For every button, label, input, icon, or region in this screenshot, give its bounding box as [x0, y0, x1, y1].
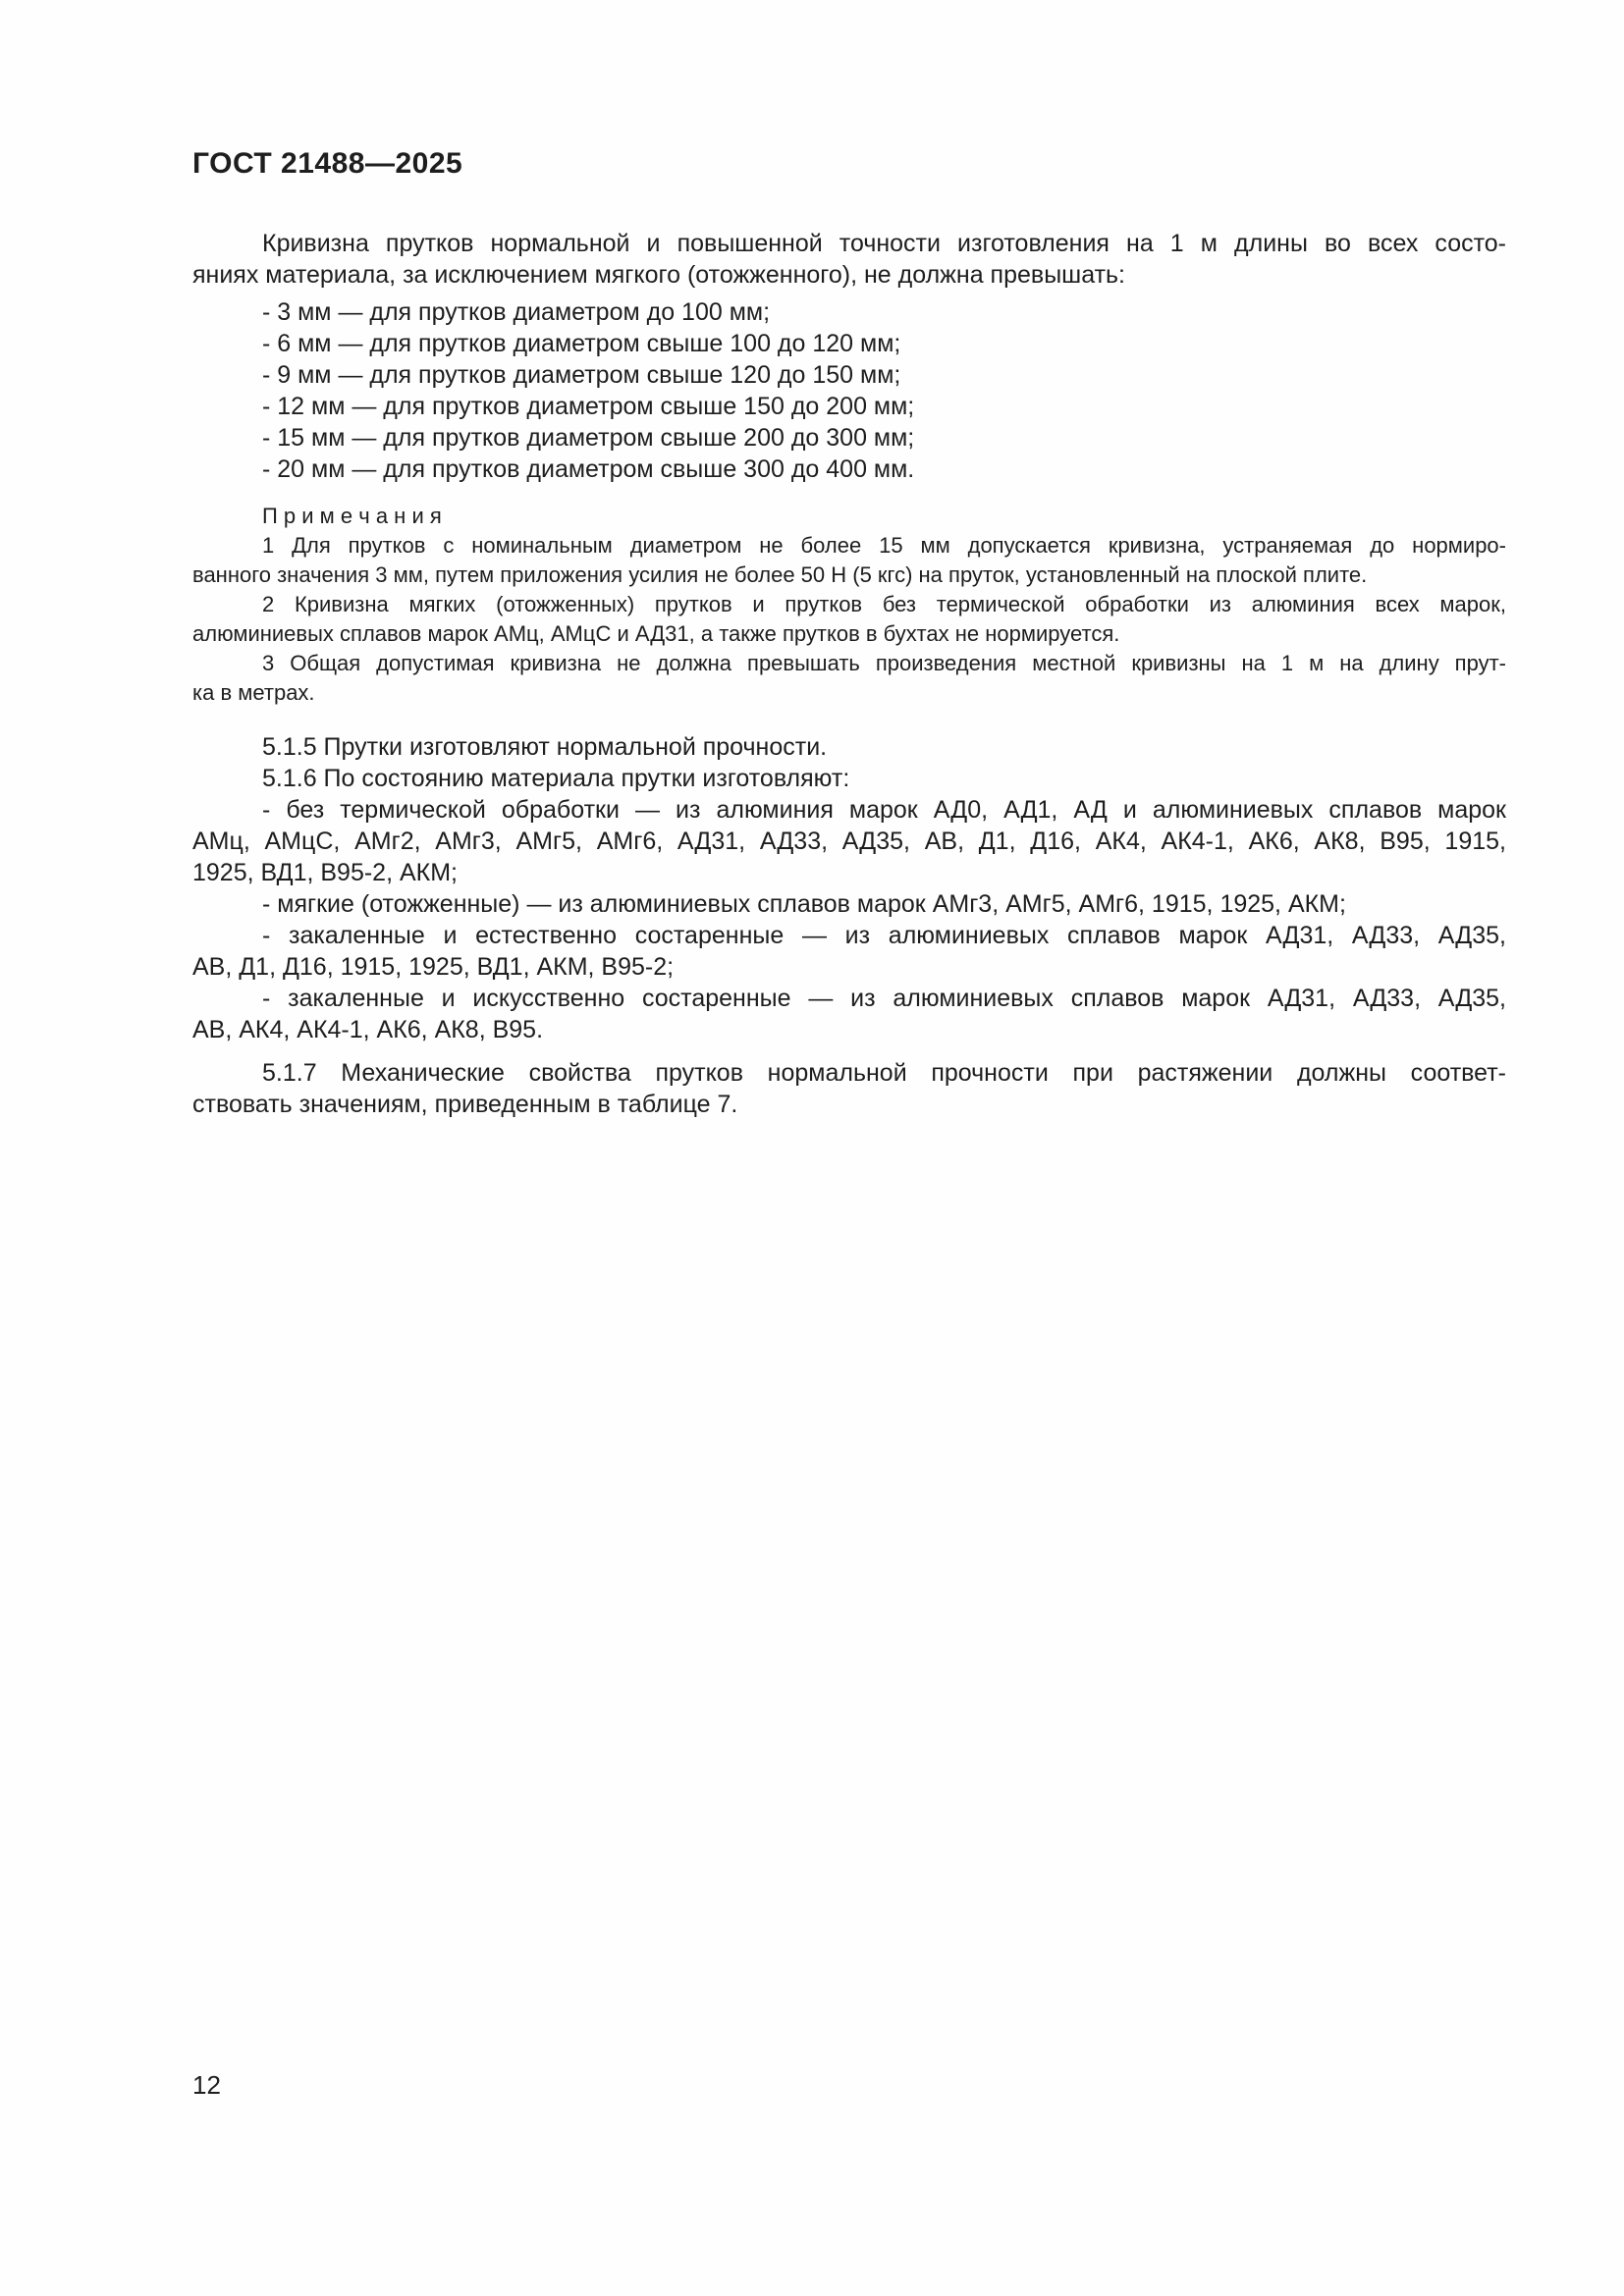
bullet-list-curvature-line-2: - 6 мм — для прутков диаметром свыше 100 до 120 мм;: [262, 330, 901, 357]
bullet-list-curvature-line-5: - 15 мм — для прутков диаметром свыше 200 до 300 мм;: [262, 424, 915, 452]
notes-block-line-6: 3 Общая допустимая кривизна не должна превышать произведения местной кривизны на 1 м на длину прут-: [262, 651, 1506, 675]
clause-5-1-6: [192, 763, 1506, 1045]
para-curvature-intro: [192, 228, 1506, 291]
clause-5-1-5: [192, 731, 1506, 763]
clause-5-1-7-line-1: 5.1.7 Механические свойства прутков нормальной прочности при растяжении должны соответ-: [262, 1059, 1506, 1087]
bullet-list-curvature-line-4: - 12 мм — для прутков диаметром свыше 150 до 200 мм;: [262, 393, 915, 420]
notes-block-line-1: П р и м е ч а н и я: [262, 504, 442, 528]
clause-5-1-7-line-2: ствовать значениям, приведенным в таблице 7.: [192, 1091, 738, 1118]
clause-5-1-7: [192, 1057, 1506, 1120]
page-number: 12: [192, 2070, 221, 2100]
bullet-list-curvature: [192, 296, 1506, 485]
document-header: ГОСТ 21488—2025: [192, 147, 463, 180]
clause-5-1-6-line-8: - закаленные и искусственно состаренные — из алюминиевых сплавов марок АД31, АД33, АД35,: [262, 985, 1506, 1012]
notes-block-line-7: ка в метрах.: [192, 680, 315, 705]
clause-5-1-6-line-9: АВ, АК4, АК4-1, АК6, АК8, В95.: [192, 1016, 544, 1043]
clause-5-1-6-line-6: - закаленные и естественно состаренные — из алюминиевых сплавов марок АД31, АД33, АД35,: [262, 922, 1506, 949]
notes-block: [192, 502, 1506, 708]
document-body: [192, 181, 1506, 1120]
notes-block-line-3: ванного значения 3 мм, путем приложения усилия не более 50 Н (5 кгс) на пруток, установленный на плоской плите.: [192, 562, 1368, 587]
clause-5-1-6-line-3: АМц, АМцС, АМг2, АМг3, АМг5, АМг6, АД31, АД33, АД35, АВ, Д1, Д16, АК4, АК4-1, АК6, АК8, В95, 1915,: [192, 828, 1506, 855]
clause-5-1-6-line-1: 5.1.6 По состоянию материала прутки изготовляют:: [262, 765, 850, 792]
bullet-list-curvature-line-6: - 20 мм — для прутков диаметром свыше 300 до 400 мм.: [262, 455, 915, 483]
clause-5-1-6-line-5: - мягкие (отожженные) — из алюминиевых сплавов марок АМг3, АМг5, АМг6, 1915, 1925, АКМ;: [262, 890, 1346, 918]
notes-block-line-2: 1 Для прутков с номинальным диаметром не более 15 мм допускается кривизна, устраняемая до нормиро-: [262, 533, 1506, 558]
para-curvature-intro-line-2: яниях материала, за исключением мягкого (отожженного), не должна превышать:: [192, 261, 1125, 289]
clause-5-1-5-line-1: 5.1.5 Прутки изготовляют нормальной прочности.: [262, 733, 828, 761]
bullet-list-curvature-line-1: - 3 мм — для прутков диаметром до 100 мм;: [262, 298, 771, 326]
para-curvature-intro-line-1: Кривизна прутков нормальной и повышенной точности изготовления на 1 м длины во всех состо-: [262, 230, 1506, 257]
notes-block-line-4: 2 Кривизна мягких (отожженных) прутков и прутков без термической обработки из алюминия всех марок,: [262, 592, 1506, 616]
notes-block-line-5: алюминиевых сплавов марок АМц, АМцС и АД31, а также прутков в бухтах не нормируется.: [192, 621, 1120, 646]
clause-5-1-6-line-4: 1925, ВД1, В95-2, АКМ;: [192, 859, 458, 886]
clause-5-1-6-line-7: АВ, Д1, Д16, 1915, 1925, ВД1, АКМ, В95-2;: [192, 953, 675, 981]
bullet-list-curvature-line-3: - 9 мм — для прутков диаметром свыше 120 до 150 мм;: [262, 361, 901, 389]
clause-5-1-6-line-2: - без термической обработки — из алюминия марок АД0, АД1, АД и алюминиевых сплавов марок: [262, 796, 1506, 824]
